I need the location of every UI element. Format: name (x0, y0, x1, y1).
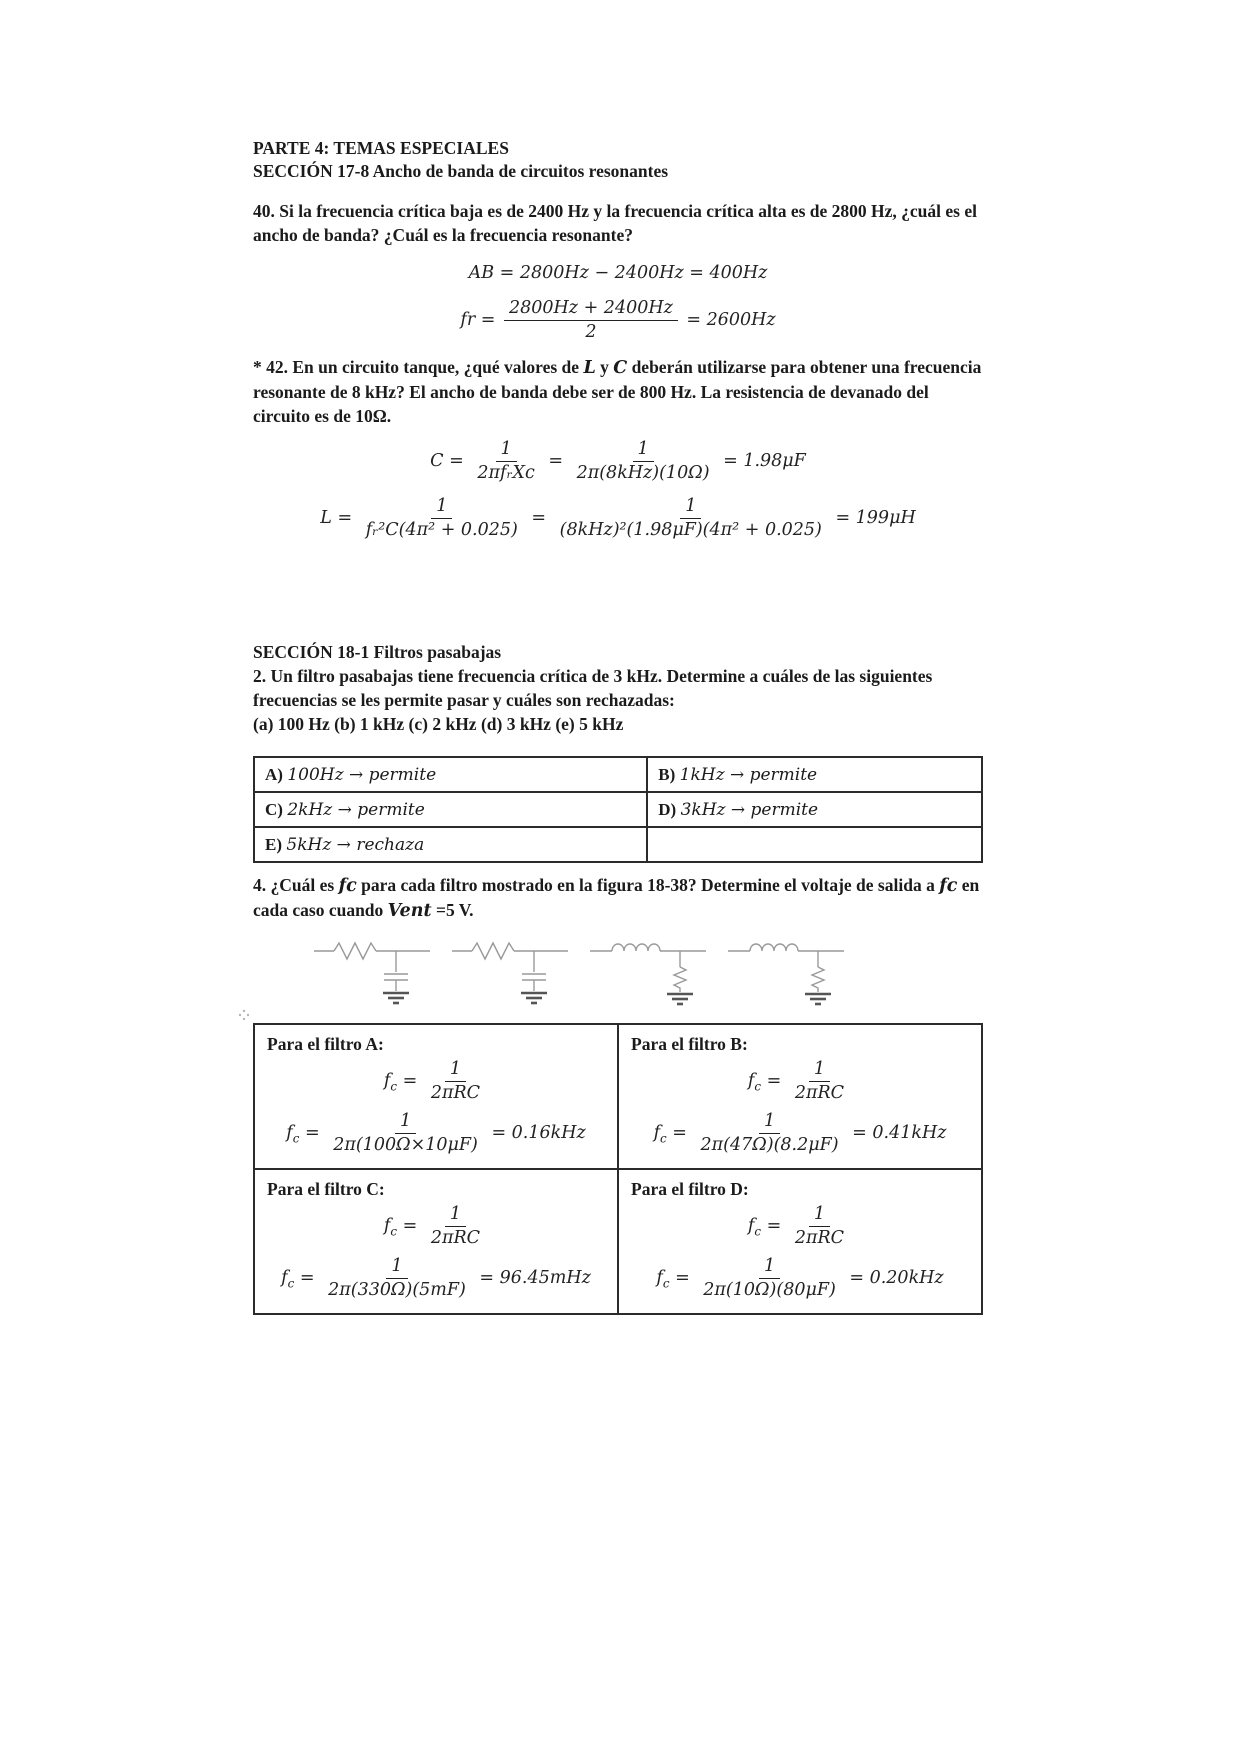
formula-capacitance: C = $\frac{1}{\text{2πfᵣXc}}$ = $\frac{1}{\text{2π(8kHz)(10Ω)}}$ = 1.98μF (430, 439, 806, 484)
filter-d-circuit (722, 929, 852, 1017)
answer-cell-b: B) 1kHz → permite (647, 757, 982, 792)
rl-lowpass-circuit-icon (722, 929, 852, 1017)
answer-cell-d: D) 3kHz → permite (647, 792, 982, 827)
rc-lowpass-circuit-icon (446, 929, 576, 1017)
filters-solutions-table (253, 1023, 983, 1315)
rc-lowpass-circuit-icon (308, 929, 438, 1017)
answer-cell-e: E) 5kHz → rechaza (254, 827, 647, 862)
table-row (254, 1024, 982, 1169)
filter-a-circuit (308, 929, 438, 1017)
filter-c-title: Para el filtro C: (267, 1179, 385, 1200)
filter-b-title: Para el filtro B: (631, 1034, 748, 1055)
problem-2-text: 2. Un filtro pasabajas tiene frecuencia crítica de 3 kHz. Determine a cuáles de las siguientes frecuencias se les permite pasar y cuáles son rechazadas: (253, 666, 933, 711)
filter-c-cell (254, 1169, 618, 1314)
problem-2-options: (a) 100 Hz (b) 1 kHz (c) 2 kHz (d) 3 kHz (e) 5 kHz (253, 714, 624, 735)
answer-cell-empty (647, 827, 982, 862)
filter-b-generic-formula: $f_c$ = $\frac{1}{\text{2πRC}}$ (747, 1059, 845, 1104)
rl-lowpass-circuit-icon (584, 929, 714, 1017)
section-18-title: SECCIÓN 18-1 Filtros pasabajas (253, 642, 502, 663)
table-row (254, 1169, 982, 1314)
formula-resonant-frequency: fr = $\frac{2800Hz + 2400Hz}{2}$ = 2600Hz (460, 297, 776, 342)
filter-a-title: Para el filtro A: (267, 1034, 384, 1055)
problem-40-text: 40. Si la frecuencia crítica baja es de 2400 Hz y la frecuencia crítica alta es de 2800 Hz, ¿cuál es el ancho de banda? ¿Cuál es la frecuencia resonante? (253, 201, 977, 245)
filter-a-cell (254, 1024, 618, 1169)
filter-d-title: Para el filtro D: (631, 1179, 749, 1200)
filter-d-solved-formula: $f_c$ = $\frac{1}{2\pi(10\Omega)(80\mu F)}$ = 0.20kHz (656, 1255, 944, 1300)
formula-bandwidth: AB = 2800Hz − 2400Hz = 400Hz (468, 263, 768, 283)
filter-c-generic-formula: $f_c$ = $\frac{1}{\text{2πRC}}$ (383, 1204, 481, 1249)
problem-42-text: * 42. En un circuito tanque, ¿qué valores de L y C deberán utilizarse para obtener una frecuencia resonante de 8 kHz? El ancho de banda debe ser de 800 Hz. La resistencia de devanado del circuito es de 10Ω. (253, 357, 982, 427)
filter-a-solved-formula: $f_c$ = $\frac{1}{2\pi(100\Omega\times 10\mu F)}$ = 0.16kHz (286, 1110, 586, 1155)
part-title: PARTE 4: TEMAS ESPECIALES (253, 138, 509, 158)
filter-c-solved-formula: $f_c$ = $\frac{1}{2\pi(330\Omega)(5mF)}$ = 96.45mHz (281, 1255, 591, 1300)
filter-d-cell (618, 1169, 982, 1314)
table-row (254, 827, 982, 862)
answer-cell-a: A) 100Hz → permite (254, 757, 647, 792)
figure-18-38 (308, 929, 983, 1017)
filter-b-cell (618, 1024, 982, 1169)
document-content (253, 137, 983, 1315)
answers-table (253, 756, 983, 863)
problem-4-text: 4. ¿Cuál es fc para cada filtro mostrado en la figura 18-38? Determine el voltaje de salida a fc en cada caso cuando Vent =5 V. (253, 875, 980, 922)
filter-a-generic-formula: $f_c$ = $\frac{1}{\text{2πRC}}$ (383, 1059, 481, 1104)
stray-scan-mark-icon (238, 1008, 250, 1026)
answer-cell-c: C) 2kHz → permite (254, 792, 647, 827)
section-17-heading (253, 137, 983, 183)
section-17-title: SECCIÓN 17-8 Ancho de banda de circuitos resonantes (253, 161, 669, 181)
filter-c-circuit (584, 929, 714, 1017)
formula-inductance: L = $\frac{1}{\text{fᵣ²C(4π² + 0.025)}}$ = $\frac{1}{\text{(8kHz)²(1.98μF)(4π² + 0.025)}}$ = 199μH (320, 495, 916, 540)
filter-b-circuit (446, 929, 576, 1017)
section-18-heading (253, 641, 983, 664)
table-row (254, 792, 982, 827)
filter-b-solved-formula: $f_c$ = $\frac{1}{2\pi(47\Omega)(8.2\mu F)}$ = 0.41kHz (653, 1110, 947, 1155)
table-row (254, 757, 982, 792)
filter-d-generic-formula: $f_c$ = $\frac{1}{\text{2πRC}}$ (747, 1204, 845, 1249)
